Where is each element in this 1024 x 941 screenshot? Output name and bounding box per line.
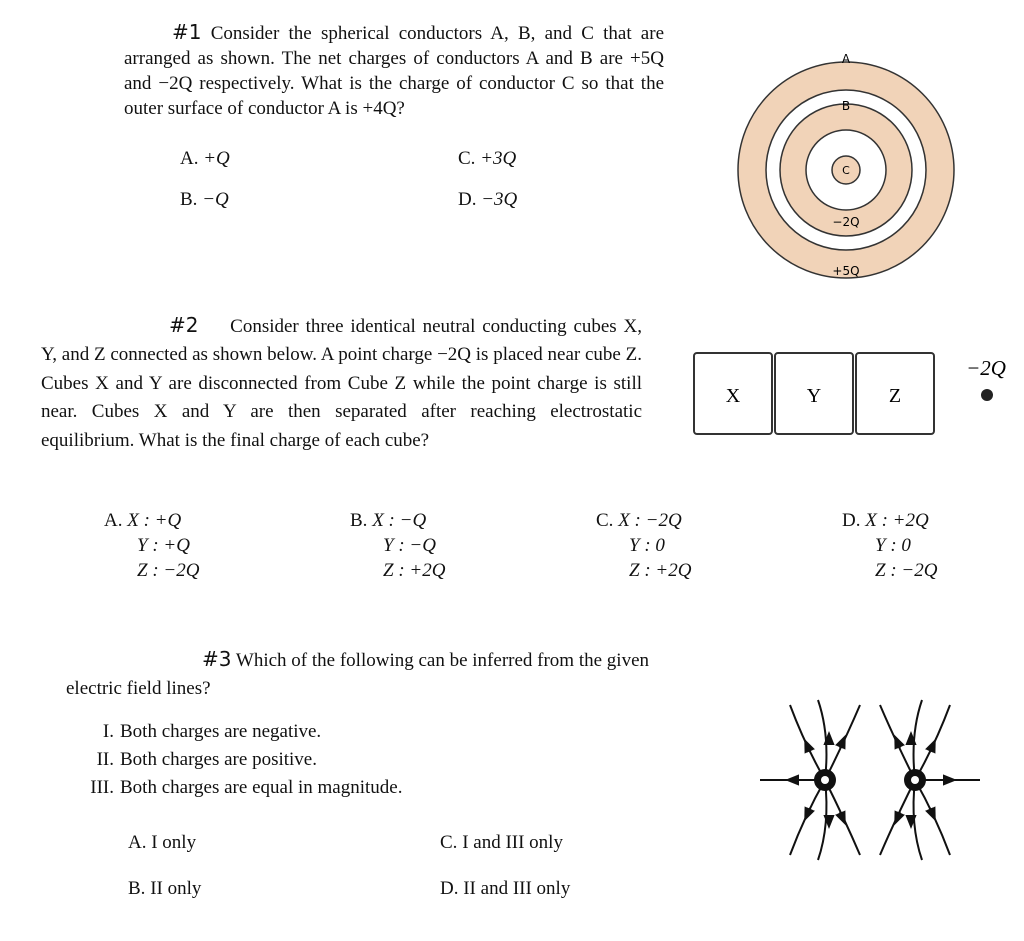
charge-a: +5Q <box>832 264 860 278</box>
choice-value: I and III only <box>462 832 563 853</box>
statement-text: Both charges are negative. <box>120 721 322 742</box>
right-charge-center <box>911 776 919 784</box>
choice-letter: A. <box>104 510 123 531</box>
choice-value: II and III only <box>463 878 571 899</box>
q1-choice-d[interactable] <box>458 187 517 212</box>
choice-x: X : +Q <box>127 510 182 531</box>
choice-x: X : −2Q <box>618 510 682 531</box>
choice-y: Y : 0 <box>629 535 665 556</box>
choice-y: Y : +Q <box>137 535 190 556</box>
choice-value: II only <box>150 878 202 899</box>
q1-number: #1 <box>172 20 202 44</box>
choice-value: −3Q <box>481 189 518 210</box>
label-c: C <box>842 164 850 177</box>
q3-prompt-block <box>66 645 668 703</box>
choice-letter: B. <box>128 878 146 899</box>
choice-y: Y : 0 <box>875 535 911 556</box>
q1-choice-a[interactable] <box>180 146 230 171</box>
q1-spheres-figure <box>730 40 970 290</box>
choice-letter: C. <box>596 510 614 531</box>
q3-number: #3 <box>202 647 232 671</box>
choice-letter: B. <box>180 189 198 210</box>
q1-choice-c[interactable] <box>458 146 516 171</box>
choice-z: Z : −2Q <box>875 560 938 581</box>
q3-field-lines-figure <box>750 690 990 870</box>
statement-1 <box>74 718 402 746</box>
choice-x: X : +2Q <box>865 510 929 531</box>
choice-letter: A. <box>180 148 199 169</box>
statement-text: Both charges are positive. <box>120 749 317 770</box>
q1-prompt-block <box>124 20 664 121</box>
choice-z: Z : −2Q <box>137 560 200 581</box>
q3-prompt: Which of the following can be inferred from the given electric field lines? <box>66 650 650 699</box>
choice-z: Z : +2Q <box>383 560 446 581</box>
q2-choice-b[interactable] <box>350 508 445 583</box>
q2-choice-d[interactable] <box>842 508 937 583</box>
q3-statements <box>74 718 402 802</box>
choice-x: X : −Q <box>372 510 427 531</box>
q1-prompt: Consider the spherical conductors A, B, and C that are arranged as shown. The net charges of conductors A and B are +5Q and −2Q respectively. What is the charge of conductor C so that the outer surface of conductor A is +4Q? <box>124 23 664 119</box>
field-lines <box>760 700 980 860</box>
choice-value: I only <box>151 832 197 853</box>
q2-choice-c[interactable] <box>596 508 691 583</box>
statement-number: II. <box>96 749 114 770</box>
q2-choice-a[interactable] <box>104 508 199 583</box>
choice-letter: D. <box>458 189 477 210</box>
statement-number: I. <box>102 721 114 742</box>
q3-choice-a[interactable] <box>128 830 196 855</box>
cube-z-label: Z <box>888 385 902 407</box>
choice-value: +3Q <box>480 148 517 169</box>
choice-z: Z : +2Q <box>629 560 692 581</box>
choice-letter: C. <box>440 832 458 853</box>
q2-prompt-block <box>41 311 642 455</box>
choice-letter: C. <box>458 148 476 169</box>
statement-text: Both charges are equal in magnitude. <box>120 777 403 798</box>
label-b: B <box>841 99 851 113</box>
choice-letter: D. <box>440 878 459 899</box>
q3-choice-b[interactable] <box>128 876 201 901</box>
cube-y-label: Y <box>806 385 822 407</box>
charge-b: −2Q <box>832 215 860 229</box>
choice-letter: A. <box>128 832 147 853</box>
label-a: A <box>841 52 851 66</box>
point-charge-label: −2Q <box>966 356 1006 380</box>
point-charge-dot <box>981 389 993 401</box>
q3-choice-d[interactable] <box>440 876 570 901</box>
q1-choice-b[interactable] <box>180 187 229 212</box>
q2-prompt: Consider three identical neutral conducting cubes X, Y, and Z connected as shown below. A point charge −2Q is placed near cube Z. Cubes X and Y are disconnected from Cube Z while the point charge is still near. Cubes X and Y are then separated after reaching electrostatic equilibrium. What is the final charge of each cube? <box>41 316 642 451</box>
q2-number: #2 <box>169 313 199 337</box>
left-charge-center <box>821 776 829 784</box>
choice-letter: B. <box>350 510 368 531</box>
choice-y: Y : −Q <box>383 535 436 556</box>
choice-letter: D. <box>842 510 861 531</box>
statement-3 <box>74 774 402 802</box>
statement-2 <box>74 746 402 774</box>
choice-value: −Q <box>202 189 229 210</box>
statement-number: III. <box>90 777 114 798</box>
cube-x-label: X <box>725 385 741 407</box>
q2-cubes-figure <box>690 350 1020 440</box>
q3-choice-c[interactable] <box>440 830 563 855</box>
choice-value: +Q <box>203 148 230 169</box>
